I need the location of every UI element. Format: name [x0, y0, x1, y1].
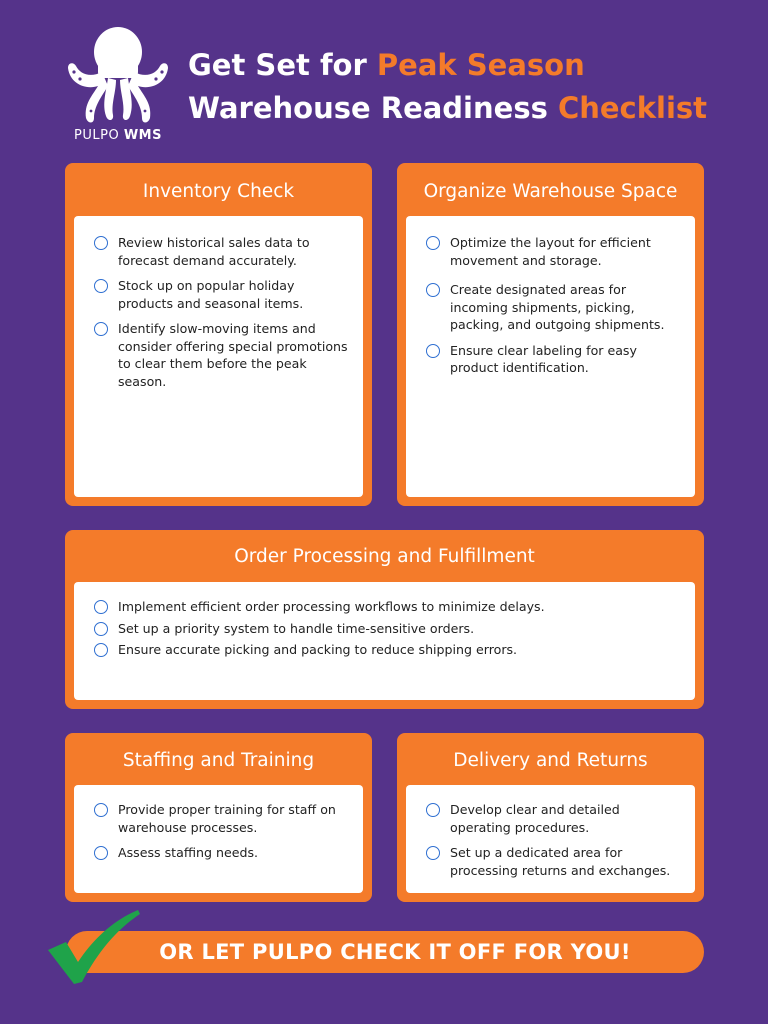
- checkbox-circle-icon[interactable]: [426, 236, 440, 250]
- checkbox-circle-icon[interactable]: [426, 803, 440, 817]
- checklist-item: Set up a priority system to handle time-sensitive orders.: [94, 620, 683, 638]
- checkbox-circle-icon[interactable]: [426, 283, 440, 297]
- checkbox-circle-icon[interactable]: [426, 344, 440, 358]
- page-title: [188, 44, 707, 130]
- section-delivery-returns: [397, 733, 704, 902]
- section-title: Organize Warehouse Space: [423, 181, 678, 202]
- checklist-item: Set up a dedicated area for processing returns and exchanges.: [426, 844, 683, 879]
- checklist-item: Identify slow-moving items and consider offering special promotions to clear them before the peak season.: [94, 320, 351, 390]
- brand-name: PULPO WMS: [74, 128, 162, 143]
- section-body: [74, 785, 363, 893]
- checklist-item: Stock up on popular holiday products and seasonal items.: [94, 277, 351, 312]
- title-line-1: Get Set for Peak Season: [188, 48, 585, 82]
- section-organize-space: [397, 163, 704, 506]
- checkbox-circle-icon[interactable]: [94, 236, 108, 250]
- checklist-item: Review historical sales data to forecast demand accurately.: [94, 234, 351, 269]
- section-title: Staffing and Training: [122, 750, 315, 771]
- section-title: Delivery and Returns: [453, 750, 648, 771]
- checklist-item: Implement efficient order processing workflows to minimize delays.: [94, 598, 683, 616]
- section-staffing-training: [65, 733, 372, 902]
- section-body: [74, 216, 363, 497]
- octopus-icon: [62, 26, 174, 126]
- section-title: Order Processing and Fulfillment: [234, 546, 535, 567]
- checkbox-circle-icon[interactable]: [94, 846, 108, 860]
- title-line-2: Warehouse Readiness Checklist: [188, 91, 708, 125]
- checklist-item: Provide proper training for staff on warehouse processes.: [94, 801, 351, 836]
- checkbox-circle-icon[interactable]: [94, 622, 108, 636]
- checkmark-icon: [44, 906, 144, 986]
- checklist-item: Develop clear and detailed operating procedures.: [426, 801, 683, 836]
- section-order-processing: [65, 530, 704, 709]
- section-body: [406, 216, 695, 497]
- checkbox-circle-icon[interactable]: [94, 803, 108, 817]
- checkbox-circle-icon[interactable]: [94, 279, 108, 293]
- cta-text: OR LET PULPO CHECK IT OFF FOR YOU!: [159, 940, 631, 964]
- checklist-item: Optimize the layout for efficient movement and storage.: [426, 234, 683, 269]
- section-title: Inventory Check: [142, 181, 295, 202]
- checkbox-circle-icon[interactable]: [94, 600, 108, 614]
- checkbox-circle-icon[interactable]: [94, 643, 108, 657]
- checklist-item: Ensure clear labeling for easy product identification.: [426, 342, 683, 377]
- section-body: [74, 582, 695, 700]
- checkbox-circle-icon[interactable]: [94, 322, 108, 336]
- checklist-item: Create designated areas for incoming shipments, picking, packing, and outgoing shipments.: [426, 281, 683, 334]
- section-body: [406, 785, 695, 893]
- checklist-item: Assess staffing needs.: [94, 844, 351, 862]
- cta-banner[interactable]: [66, 931, 704, 973]
- checklist-item: Ensure accurate picking and packing to reduce shipping errors.: [94, 641, 683, 659]
- checkbox-circle-icon[interactable]: [426, 846, 440, 860]
- brand-logo: [62, 26, 174, 146]
- section-inventory-check: [65, 163, 372, 506]
